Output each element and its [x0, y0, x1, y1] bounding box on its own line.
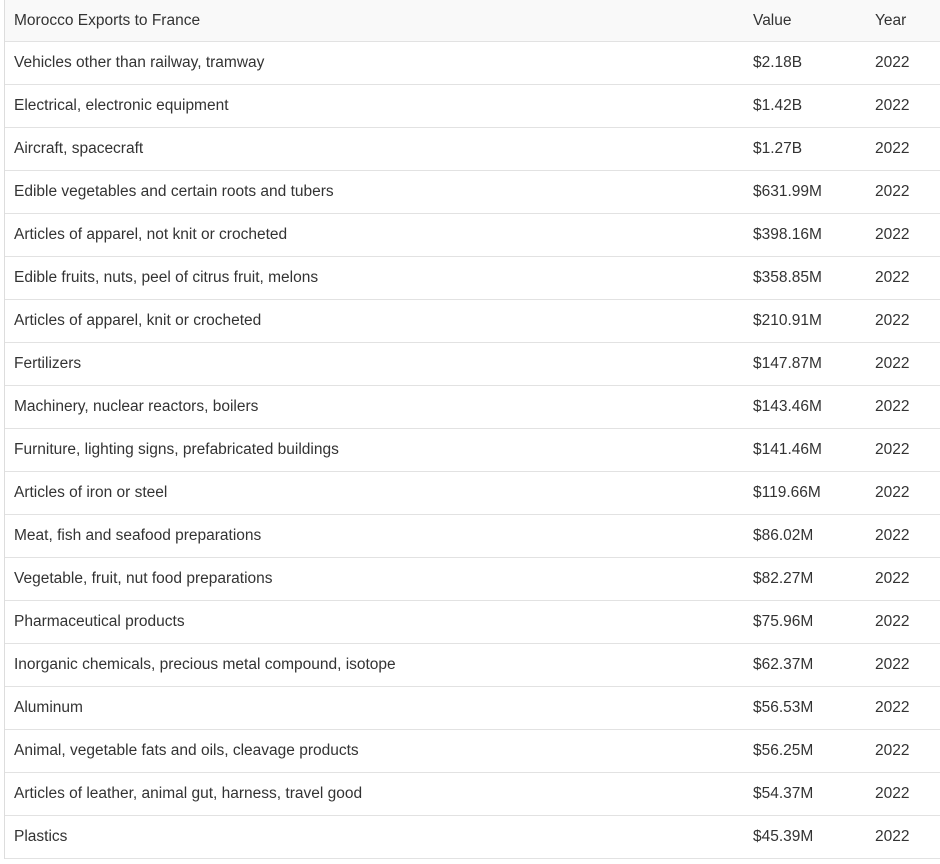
cell-value: $2.18B	[744, 42, 866, 85]
cell-value: $45.39M	[744, 816, 866, 859]
cell-year: 2022	[866, 773, 940, 816]
table-header	[5, 0, 940, 42]
cell-product-name: Plastics	[5, 816, 744, 859]
cell-product-name: Articles of leather, animal gut, harness, travel good	[5, 773, 744, 816]
cell-value: $141.46M	[744, 429, 866, 472]
exports-table-container	[4, 0, 940, 859]
cell-product-name: Furniture, lighting signs, prefabricated buildings	[5, 429, 744, 472]
cell-value: $398.16M	[744, 214, 866, 257]
cell-product-name: Aluminum	[5, 687, 744, 730]
cell-product-name: Inorganic chemicals, precious metal compound, isotope	[5, 644, 744, 687]
cell-year: 2022	[866, 687, 940, 730]
cell-year: 2022	[866, 429, 940, 472]
cell-product-name: Articles of iron or steel	[5, 472, 744, 515]
cell-year: 2022	[866, 558, 940, 601]
table-row	[5, 472, 940, 515]
cell-product-name: Vegetable, fruit, nut food preparations	[5, 558, 744, 601]
table-row	[5, 644, 940, 687]
table-row	[5, 85, 940, 128]
cell-product-name: Pharmaceutical products	[5, 601, 744, 644]
cell-value: $119.66M	[744, 472, 866, 515]
cell-year: 2022	[866, 386, 940, 429]
cell-product-name: Machinery, nuclear reactors, boilers	[5, 386, 744, 429]
cell-product-name: Electrical, electronic equipment	[5, 85, 744, 128]
cell-value: $75.96M	[744, 601, 866, 644]
column-header-value: Value	[744, 0, 866, 42]
cell-year: 2022	[866, 343, 940, 386]
cell-year: 2022	[866, 257, 940, 300]
cell-value: $56.53M	[744, 687, 866, 730]
table-body	[5, 42, 940, 859]
cell-year: 2022	[866, 816, 940, 859]
table-row	[5, 730, 940, 773]
column-header-name: Morocco Exports to France	[5, 0, 744, 42]
table-row	[5, 300, 940, 343]
table-row	[5, 257, 940, 300]
table-row	[5, 601, 940, 644]
table-row	[5, 171, 940, 214]
table-row	[5, 773, 940, 816]
table-row	[5, 42, 940, 85]
cell-year: 2022	[866, 214, 940, 257]
cell-product-name: Fertilizers	[5, 343, 744, 386]
table-row	[5, 429, 940, 472]
table-row	[5, 687, 940, 730]
cell-year: 2022	[866, 601, 940, 644]
cell-value: $1.27B	[744, 128, 866, 171]
cell-value: $147.87M	[744, 343, 866, 386]
cell-value: $143.46M	[744, 386, 866, 429]
cell-value: $86.02M	[744, 515, 866, 558]
cell-year: 2022	[866, 515, 940, 558]
exports-table	[5, 0, 940, 859]
table-row	[5, 343, 940, 386]
cell-value: $82.27M	[744, 558, 866, 601]
cell-value: $210.91M	[744, 300, 866, 343]
cell-value: $1.42B	[744, 85, 866, 128]
cell-year: 2022	[866, 171, 940, 214]
cell-product-name: Aircraft, spacecraft	[5, 128, 744, 171]
cell-product-name: Meat, fish and seafood preparations	[5, 515, 744, 558]
cell-value: $56.25M	[744, 730, 866, 773]
column-header-year: Year	[866, 0, 940, 42]
table-row	[5, 816, 940, 859]
cell-value: $62.37M	[744, 644, 866, 687]
cell-product-name: Edible fruits, nuts, peel of citrus fruit, melons	[5, 257, 744, 300]
cell-year: 2022	[866, 42, 940, 85]
cell-year: 2022	[866, 300, 940, 343]
table-row	[5, 128, 940, 171]
cell-value: $54.37M	[744, 773, 866, 816]
cell-product-name: Edible vegetables and certain roots and tubers	[5, 171, 744, 214]
table-row	[5, 214, 940, 257]
cell-product-name: Articles of apparel, knit or crocheted	[5, 300, 744, 343]
cell-product-name: Animal, vegetable fats and oils, cleavage products	[5, 730, 744, 773]
cell-product-name: Vehicles other than railway, tramway	[5, 42, 744, 85]
cell-value: $358.85M	[744, 257, 866, 300]
table-row	[5, 558, 940, 601]
cell-year: 2022	[866, 472, 940, 515]
table-row	[5, 515, 940, 558]
cell-year: 2022	[866, 730, 940, 773]
cell-product-name: Articles of apparel, not knit or crocheted	[5, 214, 744, 257]
cell-year: 2022	[866, 644, 940, 687]
cell-value: $631.99M	[744, 171, 866, 214]
header-row	[5, 0, 940, 42]
cell-year: 2022	[866, 128, 940, 171]
table-row	[5, 386, 940, 429]
cell-year: 2022	[866, 85, 940, 128]
